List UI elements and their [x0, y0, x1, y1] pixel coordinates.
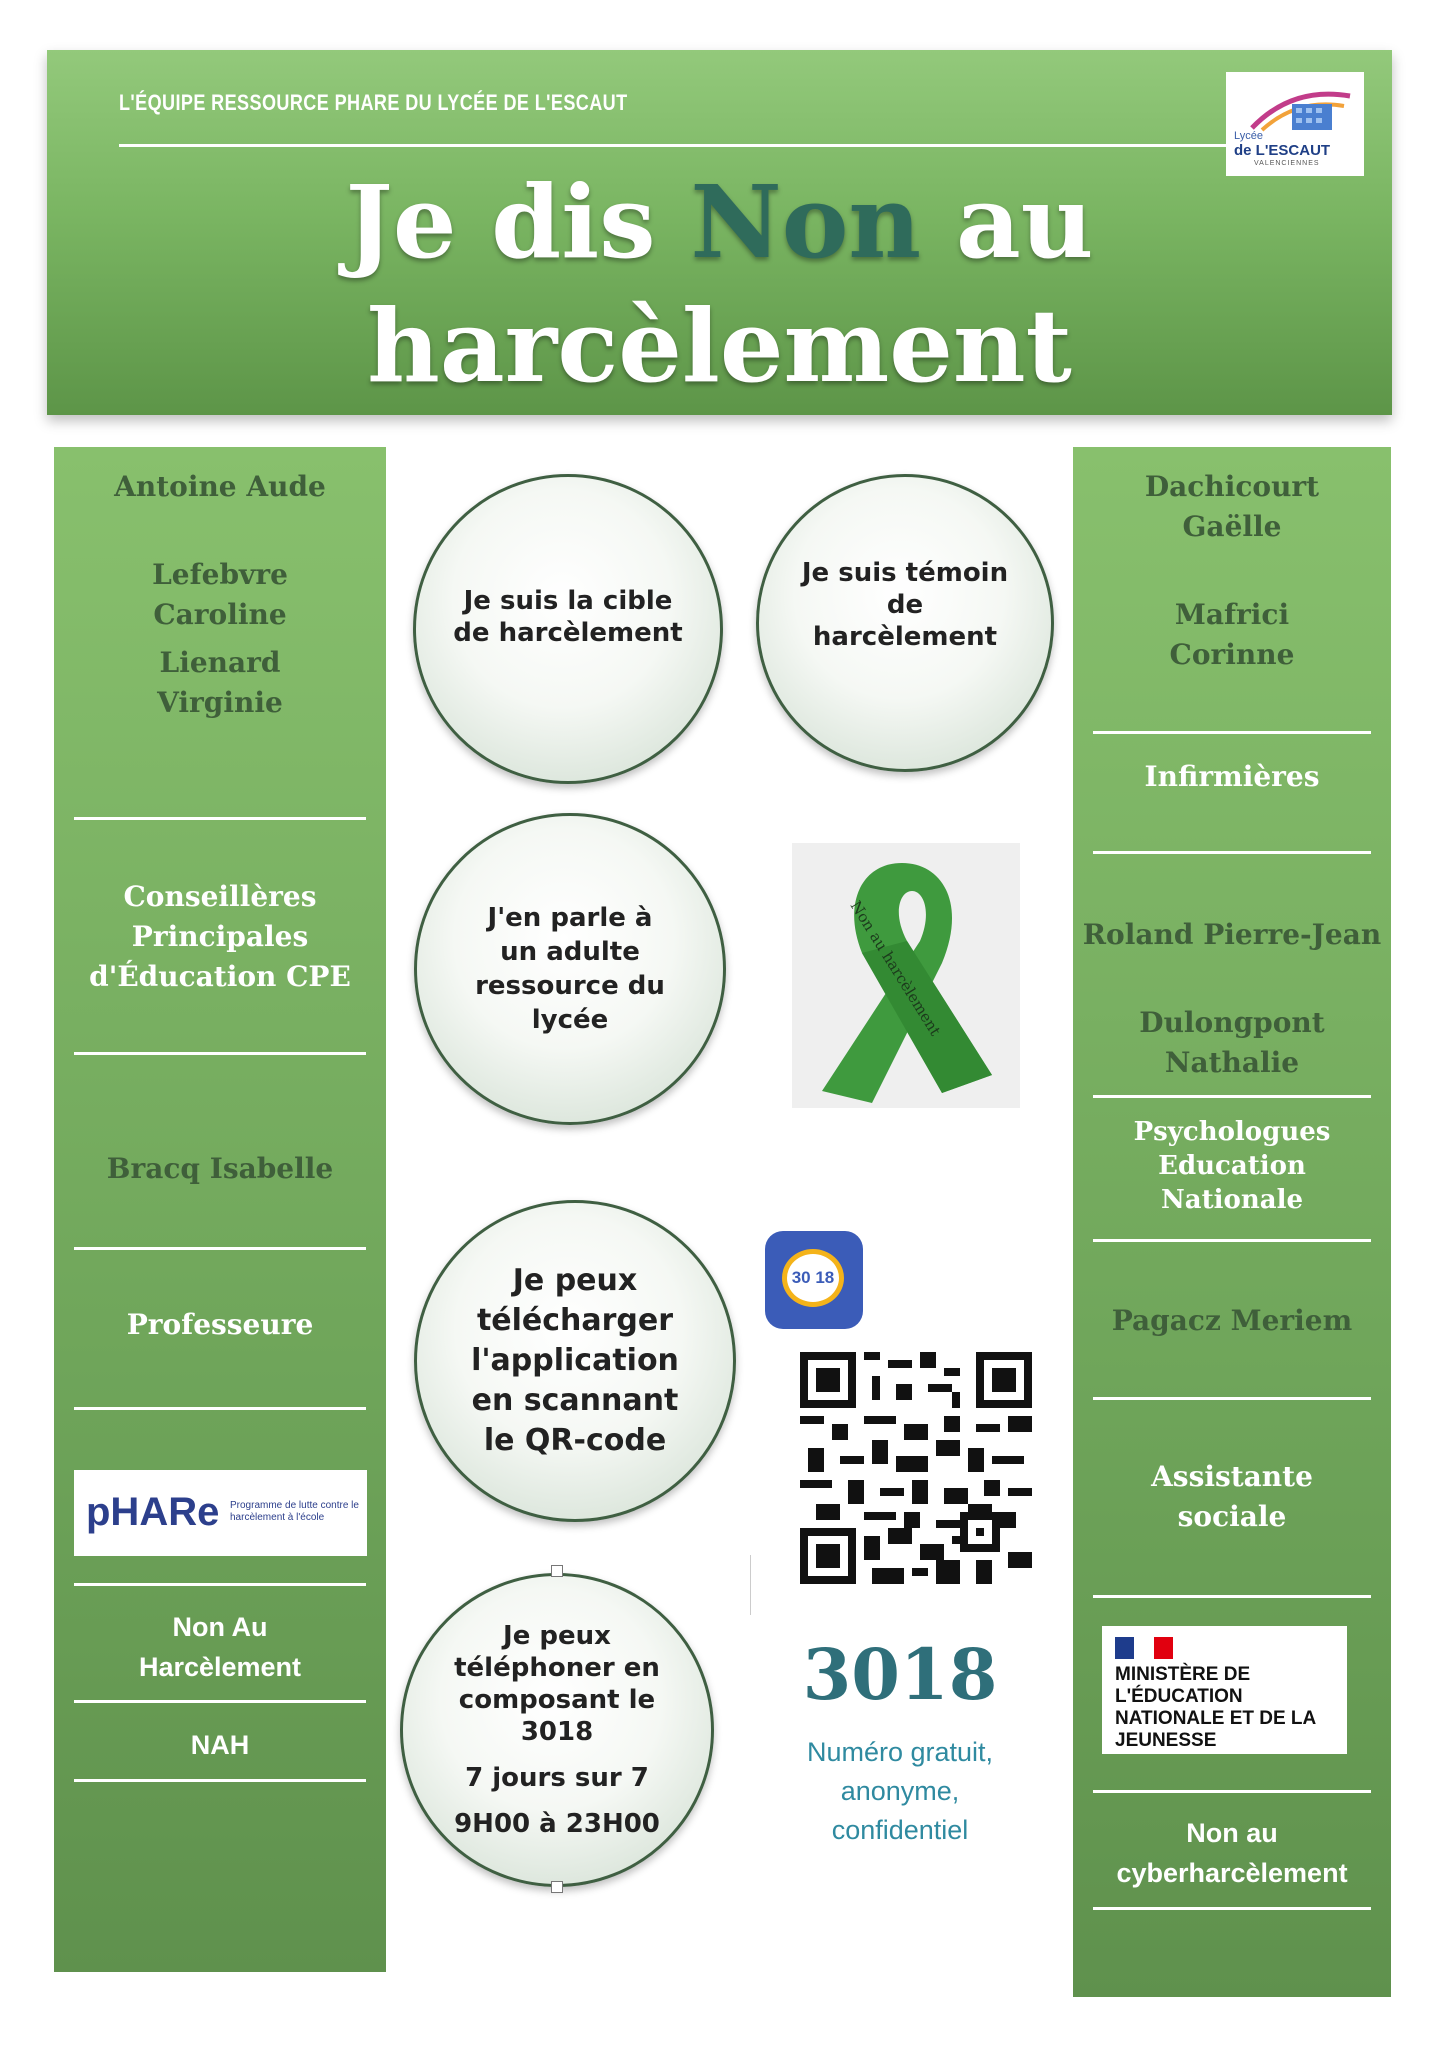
header-rule	[119, 144, 1299, 147]
qr-code-icon	[800, 1352, 1032, 1584]
divider	[74, 1247, 366, 1250]
step-text: Je suis témoin de harcèlement	[801, 558, 1009, 652]
hotline-line: Numéro gratuit,	[806, 1737, 994, 1767]
title-part2: au	[921, 163, 1094, 281]
ministere-logo	[1102, 1626, 1347, 1754]
divider	[1093, 851, 1371, 854]
staff-name: Dachicourt Gaëlle	[1144, 470, 1320, 543]
left-column	[54, 447, 386, 1972]
lycee-logo-graphic	[1232, 76, 1358, 136]
staff-name: Roland Pierre-Jean	[1082, 918, 1382, 951]
step-circle-adulte	[414, 813, 726, 1125]
staff-name: Bracq Isabelle	[106, 1152, 334, 1185]
phare-logo	[74, 1470, 367, 1556]
hotline-line: anonyme,	[840, 1776, 960, 1806]
divider	[1093, 1095, 1371, 1098]
divider	[1093, 1595, 1371, 1598]
step-circle-application	[414, 1200, 736, 1522]
title-line2: harcèlement	[367, 287, 1072, 405]
staff-name: Pagacz Meriem	[1111, 1304, 1353, 1337]
divider	[74, 817, 366, 820]
divider	[74, 1583, 366, 1586]
right-column	[1073, 447, 1391, 1997]
lycee-logo	[1226, 72, 1364, 176]
team-kicker: L'ÉQUIPE RESSOURCE PHARE DU LYCÉE DE L'ESCAUT	[119, 90, 628, 115]
selection-handle	[551, 1565, 563, 1577]
divider	[74, 1052, 366, 1055]
role-professeure: Professeure	[126, 1308, 314, 1341]
step-circle-telephone	[400, 1573, 714, 1887]
divider	[1093, 1907, 1371, 1910]
divider	[1093, 1790, 1371, 1793]
divider	[1093, 731, 1371, 734]
selection-handle	[551, 1881, 563, 1893]
staff-name: Antoine Aude	[114, 470, 326, 503]
green-ribbon-icon	[792, 843, 1020, 1108]
marianne-flag-icon	[1115, 1637, 1173, 1659]
app-3018-bubble	[782, 1249, 844, 1307]
divider	[1093, 1239, 1371, 1242]
hotline-number: 3018	[802, 1633, 998, 1716]
divider-line	[750, 1555, 751, 1615]
step-text: Je peux téléphoner en composant le 3018	[454, 1621, 660, 1747]
nah-abbrev: NAH	[190, 1730, 250, 1760]
step-text-days: 7 jours sur 7	[465, 1763, 649, 1793]
role-cpe: Conseillères Principales d'Éducation CPE	[89, 880, 351, 993]
ministere-text: MINISTÈRE DE L'ÉDUCATION NATIONALE ET DE LA JEUNESSE	[1115, 1664, 1316, 1751]
step-circle-temoin	[756, 474, 1054, 772]
step-text: Je suis la cible de harcèlement	[453, 586, 683, 648]
step-text: J'en parle à un adulte ressource du lycée	[475, 903, 665, 1035]
divider	[74, 1407, 366, 1410]
role-assistante-sociale: Assistante sociale	[1151, 1460, 1313, 1533]
awareness-ribbon-image	[792, 843, 1020, 1108]
role-psychologues: Psychologues Education Nationale	[1133, 1117, 1331, 1215]
header-banner	[47, 50, 1392, 415]
step-text-hours: 9H00 à 23H00	[454, 1809, 660, 1839]
divider	[74, 1779, 366, 1782]
page-title	[47, 160, 1392, 408]
step-circle-cible	[413, 474, 723, 784]
logo-text-lycee: Lycée	[1234, 130, 1263, 142]
ribbon-caption: Non au harcèlement	[846, 897, 945, 1039]
phare-logo-text: pHARe	[86, 1490, 220, 1534]
nah-full: Non Au Harcèlement	[138, 1612, 302, 1682]
title-non: Non	[690, 163, 922, 281]
hotline-line: confidentiel	[831, 1815, 969, 1845]
phare-logo-word	[86, 1490, 219, 1535]
staff-name: Lienard Virginie	[157, 646, 283, 719]
step-text: Je peux télécharger l'application en scannant le QR-code	[471, 1263, 679, 1458]
staff-name: Mafrici Corinne	[1169, 598, 1295, 671]
logo-text-escaut: de L'ESCAUT	[1234, 142, 1331, 159]
divider	[74, 1700, 366, 1703]
role-infirmieres: Infirmières	[1144, 760, 1320, 793]
staff-name: Dulongpont Nathalie	[1139, 1006, 1325, 1079]
phare-logo-subtitle: Programme de lutte contre le harcèlement à l'école	[230, 1500, 359, 1523]
app-3018-icon	[765, 1231, 863, 1329]
hotline-description	[770, 1733, 1030, 1850]
logo-text-city: VALENCIENNES	[1254, 160, 1320, 167]
divider	[1093, 1397, 1371, 1400]
staff-name: Lefebvre Caroline	[152, 558, 288, 631]
app-3018-label: 30 18	[791, 1268, 835, 1287]
cyberharcelement: Non au cyberharcèlement	[1116, 1818, 1348, 1888]
title-part1: Je dis	[345, 163, 691, 281]
